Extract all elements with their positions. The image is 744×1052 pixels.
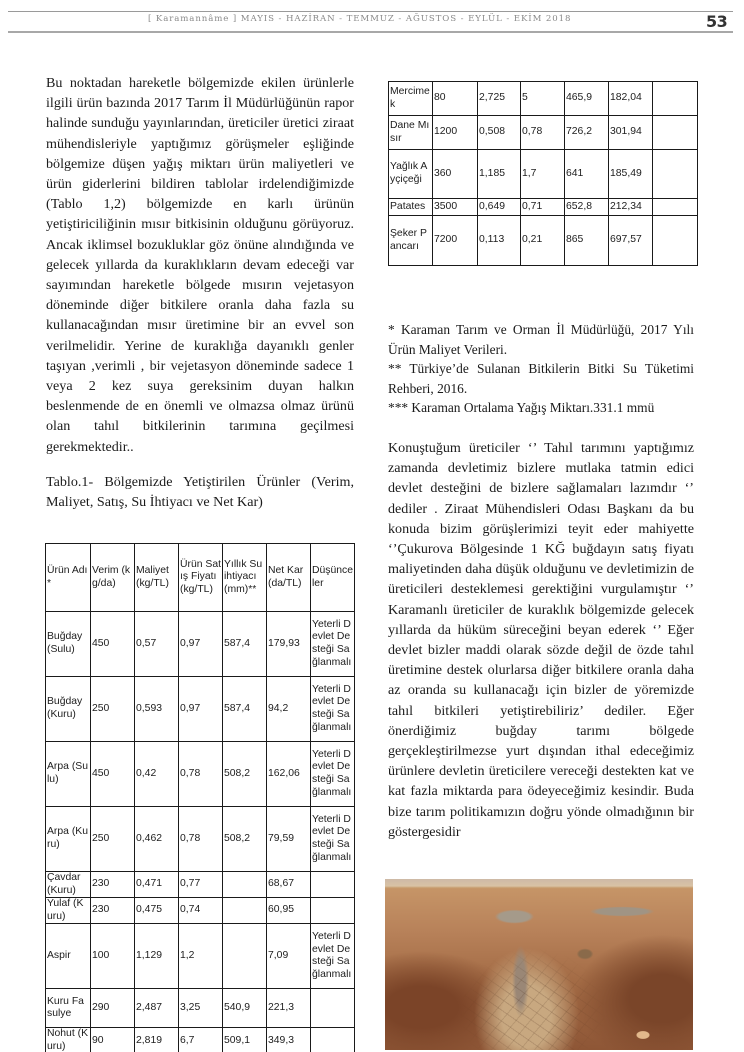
table-row bbox=[46, 612, 355, 677]
table-row bbox=[389, 82, 698, 116]
cell-profit: 94,2 bbox=[267, 677, 311, 742]
cell-crop: Dane Mısır bbox=[389, 116, 433, 150]
cell-profit: 301,94 bbox=[609, 116, 653, 150]
cell-cost: 0,471 bbox=[135, 872, 179, 898]
header-cell: Net Kar (da/TL) bbox=[267, 544, 311, 612]
cell-price: 1,7 bbox=[521, 150, 565, 199]
cell-yield: 3500 bbox=[433, 199, 478, 216]
cell-cost: 2,725 bbox=[478, 82, 521, 116]
cell-cost: 1,185 bbox=[478, 150, 521, 199]
cell-yield: 250 bbox=[91, 807, 135, 872]
cell-yield: 7200 bbox=[433, 216, 478, 266]
cell-yield: 90 bbox=[91, 1028, 135, 1052]
drought-riverbed-photo bbox=[385, 879, 693, 1050]
cell-profit: 68,67 bbox=[267, 872, 311, 898]
header-cell: Yıllık Su ihtiyacı (mm)** bbox=[223, 544, 267, 612]
cell-crop: Çavdar (Kuru) bbox=[46, 872, 91, 898]
cell-price: 0,21 bbox=[521, 216, 565, 266]
cell-yield: 230 bbox=[91, 898, 135, 924]
body-paragraph-right: Konuştuğum üreticiler ‘’ Tahıl tarımını yaptığımız zamanda devletimiz bizlere mutlaka tatmin edici devlet desteğini de bizlere sağlamaları lazımdır ‘’ dediler . Ziraat Mühendisleri Odası Başkanı da bu konuda bizim görüşlerimizi teyit eder mahiyette ‘’Çukurova Bölgesinde 1 KĞ buğdayın satış fiyatı maliyetinden daha düşük olduğunu ve devletimizin de üreticileri desteklemesi gerektiğini vurgulamıştır ‘’ Karamanlı üreticiler de kuraklık bölgemizde gelecek yıllarda da hüküm süreceğini beyan ederek ‘’ Eğer devlet bizler maddi olarak sözde değil de özde tahıl üretimine destek olurlarsa diğer bitkilere oranla daha az oranda su kullanacağı için bizler de yöremizde tahıl bitkileri yetiştirebiliriz’ dediler. Eğer önerdiğimiz buğday tarımı bölgede gerçekleştirilmezse yurt dışından ithal edeceğimiz ürünlere devletin üreticilere vereceği destekten kat ve kat fazla miktarda para ödeyeceğimiz kesindir. Buda bize tarım politikamızın doğru yönde olmadığının bir göstergesidir bbox=[388, 440, 694, 840]
cell-notes bbox=[653, 150, 698, 199]
cell-cost: 0,649 bbox=[478, 199, 521, 216]
cell-cost: 2,487 bbox=[135, 989, 179, 1028]
cell-notes bbox=[653, 82, 698, 116]
cell-crop: Yulaf (Kuru) bbox=[46, 898, 91, 924]
header-rule-bottom bbox=[8, 31, 733, 33]
cell-yield: 360 bbox=[433, 150, 478, 199]
cell-cost: 0,462 bbox=[135, 807, 179, 872]
table-row bbox=[46, 742, 355, 807]
table-row bbox=[389, 199, 698, 216]
cell-yield: 290 bbox=[91, 989, 135, 1028]
table-row bbox=[46, 924, 355, 989]
cell-cost: 0,57 bbox=[135, 612, 179, 677]
cell-water: 641 bbox=[565, 150, 609, 199]
cell-price: 0,97 bbox=[179, 677, 223, 742]
cell-water bbox=[223, 924, 267, 989]
cell-crop: Buğday (Kuru) bbox=[46, 677, 91, 742]
cell-water: 652,8 bbox=[565, 199, 609, 216]
table-row bbox=[46, 807, 355, 872]
body-paragraph-left: Bu noktadan hareketle bölgemizde ekilen ürünlerle ilgili ürün bazında 2017 Tarım İl Müdürlüğünün rapor halinde sunduğu yayınlarından, üreticiler üretici ziraat mühendisleriyle yaptığımız görüşmeler eşliğinde bölgemize düşen yağış miktarı ürün maliyetleri ve ürün giderlerini bildiren tablolar irdelendiğimizde (Tablo 1,2) bölgemizde en karlı ürünün yetiştiriciliğinin mısır bitkisinin olduğunu görüyoruz. Ancak iklimsel bozukluklar göz önüne alındığında ve gelecek yıllarda da kuraklıkların devam edeceği var sayımından hareketle bölgede mısırın vejetasyon döneminde diğer bitkilere oranla daha fazla su kullanacağından mısır üretimine bir an evvel son verilmelidir. Yerine de kuraklığa dayanıklı genler taşıyan ,verimli , bir vejetasyon döneminde sadece 1 veya 2 kez suya gereksinim duyan halkın beslenmende de en önemli ve olmazsa olmaz ürünü olan tahıl bitkilerinin tarımına geçilmesi gerekmektedir.. bbox=[46, 75, 354, 455]
cell-crop: Şeker Pancarı bbox=[389, 216, 433, 266]
cell-water: 540,9 bbox=[223, 989, 267, 1028]
cell-water: 587,4 bbox=[223, 612, 267, 677]
cell-notes bbox=[653, 199, 698, 216]
footnote: ** Türkiye’de Sulanan Bitkilerin Bitki Su Tüketimi Rehberi, 2016. bbox=[388, 361, 694, 396]
table-row bbox=[46, 989, 355, 1028]
cell-water: 726,2 bbox=[565, 116, 609, 150]
cell-profit: 162,06 bbox=[267, 742, 311, 807]
cell-price: 6,7 bbox=[179, 1028, 223, 1052]
table-row bbox=[389, 116, 698, 150]
cell-price: 0,97 bbox=[179, 612, 223, 677]
table-row bbox=[46, 898, 355, 924]
cell-yield: 450 bbox=[91, 612, 135, 677]
cell-profit: 221,3 bbox=[267, 989, 311, 1028]
table-row bbox=[46, 872, 355, 898]
cell-price: 0,74 bbox=[179, 898, 223, 924]
header-cell: Maliyet (kg/TL) bbox=[135, 544, 179, 612]
cell-water bbox=[223, 872, 267, 898]
cell-profit: 185,49 bbox=[609, 150, 653, 199]
cell-price: 0,77 bbox=[179, 872, 223, 898]
cell-cost: 0,42 bbox=[135, 742, 179, 807]
cell-profit: 349,3 bbox=[267, 1028, 311, 1052]
header-rule-top bbox=[8, 11, 733, 12]
cell-cost: 0,113 bbox=[478, 216, 521, 266]
cell-price: 3,25 bbox=[179, 989, 223, 1028]
cell-notes: Yeterli Devlet Desteği Sağlanmalı bbox=[311, 612, 355, 677]
footnote: * Karaman Tarım ve Orman İl Müdürlüğü, 2017 Yılı Ürün Maliyet Verileri. bbox=[388, 322, 694, 357]
header-cell: Ürün Adı* bbox=[46, 544, 91, 612]
table-row bbox=[389, 216, 698, 266]
cell-cost: 0,508 bbox=[478, 116, 521, 150]
cell-yield: 80 bbox=[433, 82, 478, 116]
table-row bbox=[46, 677, 355, 742]
cell-notes bbox=[653, 216, 698, 266]
table-header-row bbox=[46, 544, 355, 612]
cell-notes: Yeterli Devlet Desteği Sağlanmalı bbox=[311, 807, 355, 872]
table-row bbox=[389, 150, 698, 199]
cell-cost: 0,475 bbox=[135, 898, 179, 924]
table-caption: Tablo.1- Bölgemizde Yetiştirilen Ürünler (Verim, Maliyet, Satış, Su İhtiyacı ve Net Kar) bbox=[46, 474, 354, 510]
cell-price: 5 bbox=[521, 82, 565, 116]
cell-price: 1,2 bbox=[179, 924, 223, 989]
cell-notes: Yeterli Devlet Desteği Sağlanmalı bbox=[311, 924, 355, 989]
footnote: *** Karaman Ortalama Yağış Miktarı.331.1 mmü bbox=[388, 400, 655, 416]
crop-table bbox=[45, 543, 355, 1052]
cell-crop: Aspir bbox=[46, 924, 91, 989]
cell-profit: 697,57 bbox=[609, 216, 653, 266]
header-cell: Düşünceler bbox=[311, 544, 355, 612]
cell-crop: Arpa (Kuru) bbox=[46, 807, 91, 872]
header-cell: Verim (kg/da) bbox=[91, 544, 135, 612]
cell-notes bbox=[311, 872, 355, 898]
cell-yield: 1200 bbox=[433, 116, 478, 150]
cell-yield: 250 bbox=[91, 677, 135, 742]
cell-cost: 2,819 bbox=[135, 1028, 179, 1052]
cell-crop: Kuru Fasulye bbox=[46, 989, 91, 1028]
cell-crop: Buğday (Sulu) bbox=[46, 612, 91, 677]
cell-price: 0,78 bbox=[179, 807, 223, 872]
cracked-soil-texture bbox=[385, 879, 693, 1050]
cell-water: 509,1 bbox=[223, 1028, 267, 1052]
cell-profit: 212,34 bbox=[609, 199, 653, 216]
cell-profit: 7,09 bbox=[267, 924, 311, 989]
cell-profit: 182,04 bbox=[609, 82, 653, 116]
footnotes bbox=[388, 320, 694, 418]
cell-price: 0,78 bbox=[179, 742, 223, 807]
cell-water: 865 bbox=[565, 216, 609, 266]
page-number: 53 bbox=[706, 12, 728, 31]
cell-profit: 79,59 bbox=[267, 807, 311, 872]
cell-water: 465,9 bbox=[565, 82, 609, 116]
cell-notes bbox=[311, 1028, 355, 1052]
cell-yield: 100 bbox=[91, 924, 135, 989]
cell-cost: 1,129 bbox=[135, 924, 179, 989]
crop-table-continued bbox=[388, 81, 698, 266]
cell-price: 0,78 bbox=[521, 116, 565, 150]
cell-crop: Patates bbox=[389, 199, 433, 216]
cell-water: 508,2 bbox=[223, 807, 267, 872]
cell-yield: 450 bbox=[91, 742, 135, 807]
cell-profit: 179,93 bbox=[267, 612, 311, 677]
table-row bbox=[46, 1028, 355, 1052]
cell-notes bbox=[311, 898, 355, 924]
cell-water: 508,2 bbox=[223, 742, 267, 807]
cell-notes: Yeterli Devlet Desteği Sağlanmalı bbox=[311, 677, 355, 742]
cell-crop: Yağlık Ayçiçeği bbox=[389, 150, 433, 199]
cell-crop: Nohut (Kuru) bbox=[46, 1028, 91, 1052]
cell-profit: 60,95 bbox=[267, 898, 311, 924]
cell-notes bbox=[653, 116, 698, 150]
cell-cost: 0,593 bbox=[135, 677, 179, 742]
cell-crop: Arpa (Sulu) bbox=[46, 742, 91, 807]
cell-water: 587,4 bbox=[223, 677, 267, 742]
cell-notes: Yeterli Devlet Desteği Sağlanmalı bbox=[311, 742, 355, 807]
cell-crop: Mercimek bbox=[389, 82, 433, 116]
cell-notes bbox=[311, 989, 355, 1028]
cell-water bbox=[223, 898, 267, 924]
cell-yield: 230 bbox=[91, 872, 135, 898]
running-title: [ Karamannâme ] MAYIS - HAZİRAN - TEMMUZ - AĞUSTOS - EYLÜL - EKİM 2018 bbox=[148, 14, 572, 24]
header-cell: Ürün Satış Fiyatı (kg/TL) bbox=[179, 544, 223, 612]
cell-price: 0,71 bbox=[521, 199, 565, 216]
